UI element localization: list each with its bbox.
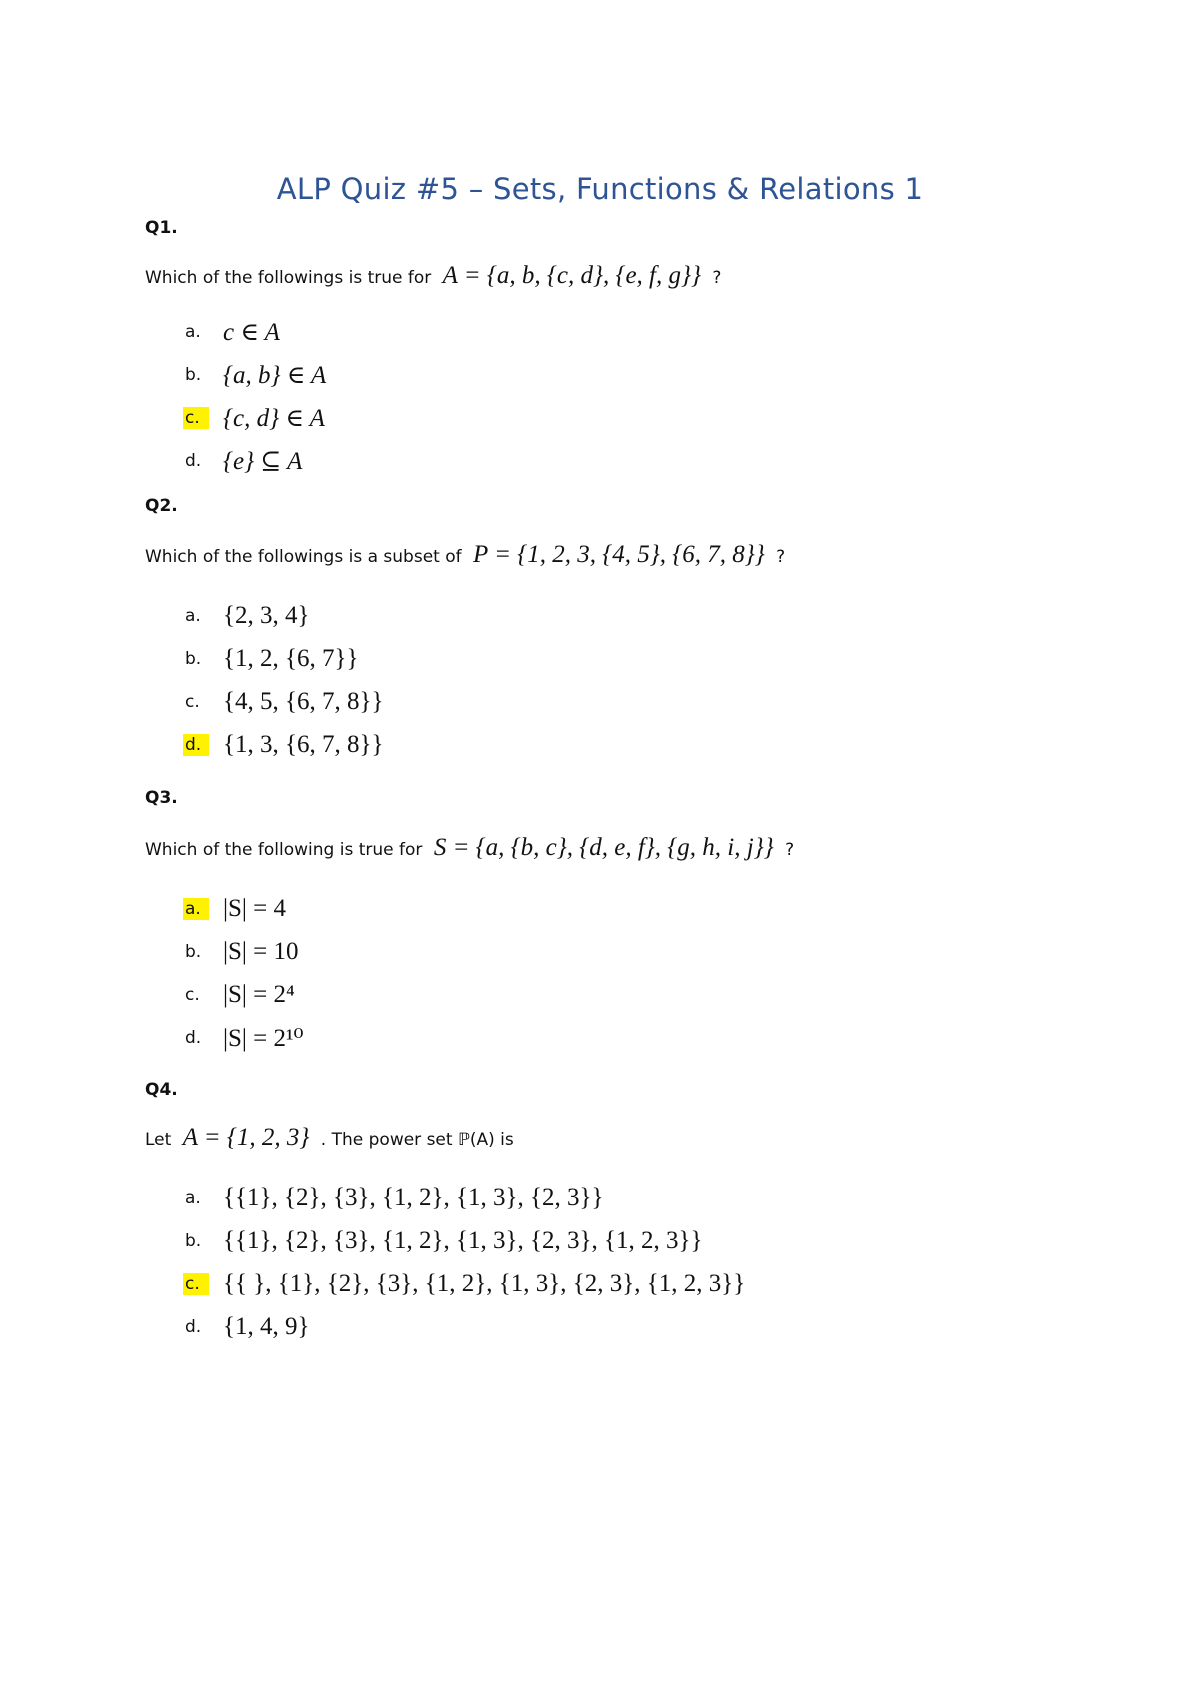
option-math: {{ }, {1}, {2}, {3}, {1, 2}, {1, 3}, {2, 3}, {1, 2, 3}} [223, 1270, 746, 1297]
question-3-stem [145, 834, 794, 862]
question-3-stem-math: S = {a, {b, c}, {d, e, f}, {g, h, i, j}} [433, 834, 774, 861]
option-letter-highlighted: a. [183, 898, 209, 920]
question-1-stem [145, 262, 721, 290]
option-letter: a. [185, 1188, 201, 1208]
question-2-option-c[interactable] [183, 682, 390, 722]
question-3-option-d[interactable] [183, 1018, 310, 1058]
option-math: {c, d} ∈ A [223, 405, 325, 432]
page-title: ALP Quiz #5 – Sets, Functions & Relations 1 [276, 172, 924, 206]
option-math: {e} ⊆ A [223, 448, 303, 475]
question-2-stem-text: Which of the followings is a subset of [145, 547, 462, 567]
option-letter: d. [185, 451, 202, 471]
question-1-option-b[interactable] [183, 355, 332, 395]
question-4-option-a[interactable] [183, 1178, 610, 1218]
question-1-option-a[interactable] [183, 312, 286, 352]
question-4-option-b[interactable] [183, 1221, 709, 1261]
option-math: {1, 2, {6, 7}} [223, 645, 359, 672]
question-2-stem [145, 541, 785, 569]
question-1-option-d[interactable] [183, 441, 308, 481]
question-3-stem-text: Which of the following is true for [145, 840, 423, 860]
option-letter-highlighted: c. [183, 407, 209, 429]
question-3-option-b[interactable] [183, 932, 305, 972]
question-4-option-d[interactable] [183, 1307, 316, 1347]
option-letter: b. [185, 365, 202, 385]
question-1-stem-math: A = {a, b, {c, d}, {e, f, g}} [442, 262, 701, 289]
question-4-stem-text: Let [145, 1130, 172, 1150]
option-letter: d. [185, 1317, 202, 1337]
option-math: {2, 3, 4} [223, 602, 310, 629]
option-letter: c. [185, 692, 200, 712]
option-letter: b. [185, 649, 202, 669]
option-math: {1, 3, {6, 7, 8}} [223, 731, 384, 758]
question-4-option-c[interactable] [183, 1264, 751, 1304]
option-letter: b. [185, 1231, 202, 1251]
question-2-option-b[interactable] [183, 639, 365, 679]
option-math: |S| = 10 [223, 938, 299, 965]
question-3-option-c[interactable] [183, 975, 301, 1015]
option-letter: b. [185, 942, 202, 962]
question-4-stem-math: A = {1, 2, 3} [182, 1124, 310, 1151]
question-1-label: Q1. [145, 218, 178, 238]
question-3-option-a[interactable] [183, 889, 292, 929]
question-2-label: Q2. [145, 496, 178, 516]
option-math: {{1}, {2}, {3}, {1, 2}, {1, 3}, {2, 3}, {1, 2, 3}} [223, 1227, 703, 1254]
option-letter: d. [185, 1028, 202, 1048]
option-math: |S| = 2⁴ [223, 981, 295, 1008]
option-math: {4, 5, {6, 7, 8}} [223, 688, 384, 715]
question-3-label: Q3. [145, 788, 178, 808]
question-2-option-d[interactable] [183, 725, 390, 765]
option-letter-highlighted: d. [183, 734, 209, 756]
option-math: |S| = 4 [223, 895, 287, 922]
question-4-stem [145, 1124, 514, 1152]
question-3-stem-end: ? [785, 840, 795, 860]
question-2-stem-end: ? [776, 547, 786, 567]
option-letter: a. [185, 606, 201, 626]
option-letter: a. [185, 322, 201, 342]
option-letter: c. [185, 985, 200, 1005]
question-4-label: Q4. [145, 1080, 178, 1100]
question-2-option-a[interactable] [183, 596, 316, 636]
option-math: {1, 4, 9} [223, 1313, 310, 1340]
option-math: |S| = 2¹⁰ [223, 1025, 304, 1052]
option-letter-highlighted: c. [183, 1273, 209, 1295]
question-1-stem-end: ? [712, 268, 722, 288]
question-1-stem-text: Which of the followings is true for [145, 268, 432, 288]
question-4-stem-end: . The power set ℙ(A) is [320, 1130, 514, 1150]
option-math: c ∈ A [223, 319, 280, 346]
question-2-stem-math: P = {1, 2, 3, {4, 5}, {6, 7, 8}} [473, 541, 765, 568]
option-math: {a, b} ∈ A [223, 362, 327, 389]
question-1-option-c[interactable] [183, 398, 331, 438]
option-math: {{1}, {2}, {3}, {1, 2}, {1, 3}, {2, 3}} [223, 1184, 604, 1211]
